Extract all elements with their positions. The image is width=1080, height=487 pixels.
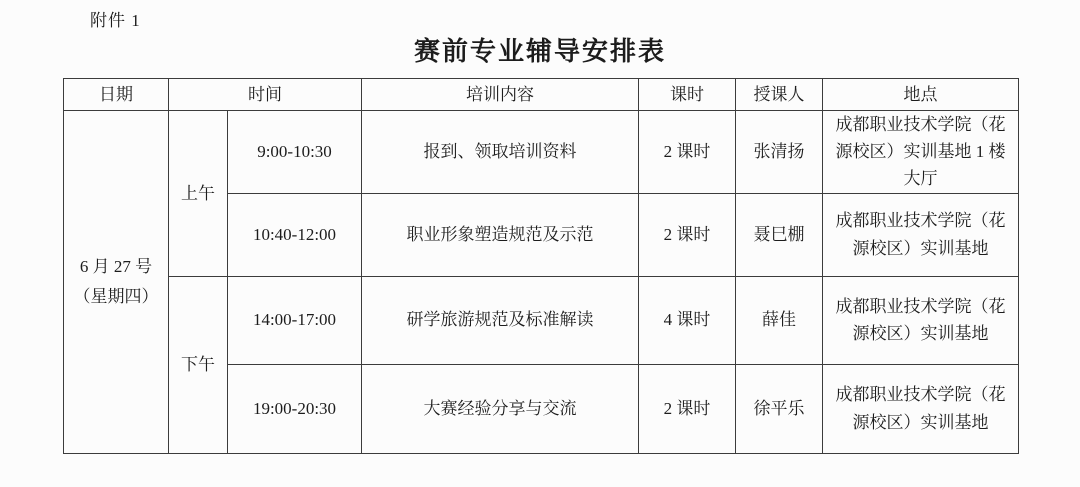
time-cell: 10:40-12:00: [228, 193, 362, 276]
header-content: 培训内容: [362, 79, 639, 111]
time-cell: 9:00-10:30: [228, 111, 362, 194]
time-cell: 14:00-17:00: [228, 276, 362, 364]
date-line-1: 6 月 27 号: [79, 257, 153, 277]
location-cell: 成都职业技术学院（花源校区）实训基地 1 楼大厅: [823, 111, 1019, 194]
instructor-cell: 薛佳: [736, 276, 823, 364]
attachment-label: 附件 1: [90, 11, 141, 30]
content-cell: 报到、领取培训资料: [362, 111, 639, 194]
hours-cell: 2 课时: [639, 111, 736, 194]
location-cell: 成都职业技术学院（花源校区）实训基地: [823, 276, 1019, 364]
schedule-table: [63, 78, 1019, 454]
instructor-cell: 聂巳棚: [736, 193, 823, 276]
header-time: 时间: [169, 79, 362, 111]
period-cell-morning: 上午: [169, 111, 228, 277]
content-cell: 大赛经验分享与交流: [362, 364, 639, 453]
hours-cell: 4 课时: [639, 276, 736, 364]
header-hours: 课时: [639, 79, 736, 111]
location-cell: 成都职业技术学院（花源校区）实训基地: [823, 193, 1019, 276]
instructor-cell: 徐平乐: [736, 364, 823, 453]
content-cell: 研学旅游规范及标准解读: [362, 276, 639, 364]
hours-cell: 2 课时: [639, 364, 736, 453]
table-header-row: [64, 79, 1019, 111]
date-line-2: （星期四）: [73, 286, 159, 306]
page-title: 赛前专业辅导安排表: [413, 36, 666, 66]
location-cell: 成都职业技术学院（花源校区）实训基地: [823, 364, 1019, 453]
content-cell: 职业形象塑造规范及示范: [362, 193, 639, 276]
table-row: [64, 276, 1019, 364]
header-instructor: 授课人: [736, 79, 823, 111]
header-location: 地点: [823, 79, 1019, 111]
period-cell-afternoon: 下午: [169, 276, 228, 453]
instructor-cell: 张清扬: [736, 111, 823, 194]
time-cell: 19:00-20:30: [228, 364, 362, 453]
date-cell: [64, 111, 169, 454]
hours-cell: 2 课时: [639, 193, 736, 276]
table-row: [64, 111, 1019, 194]
header-date: 日期: [64, 79, 169, 111]
